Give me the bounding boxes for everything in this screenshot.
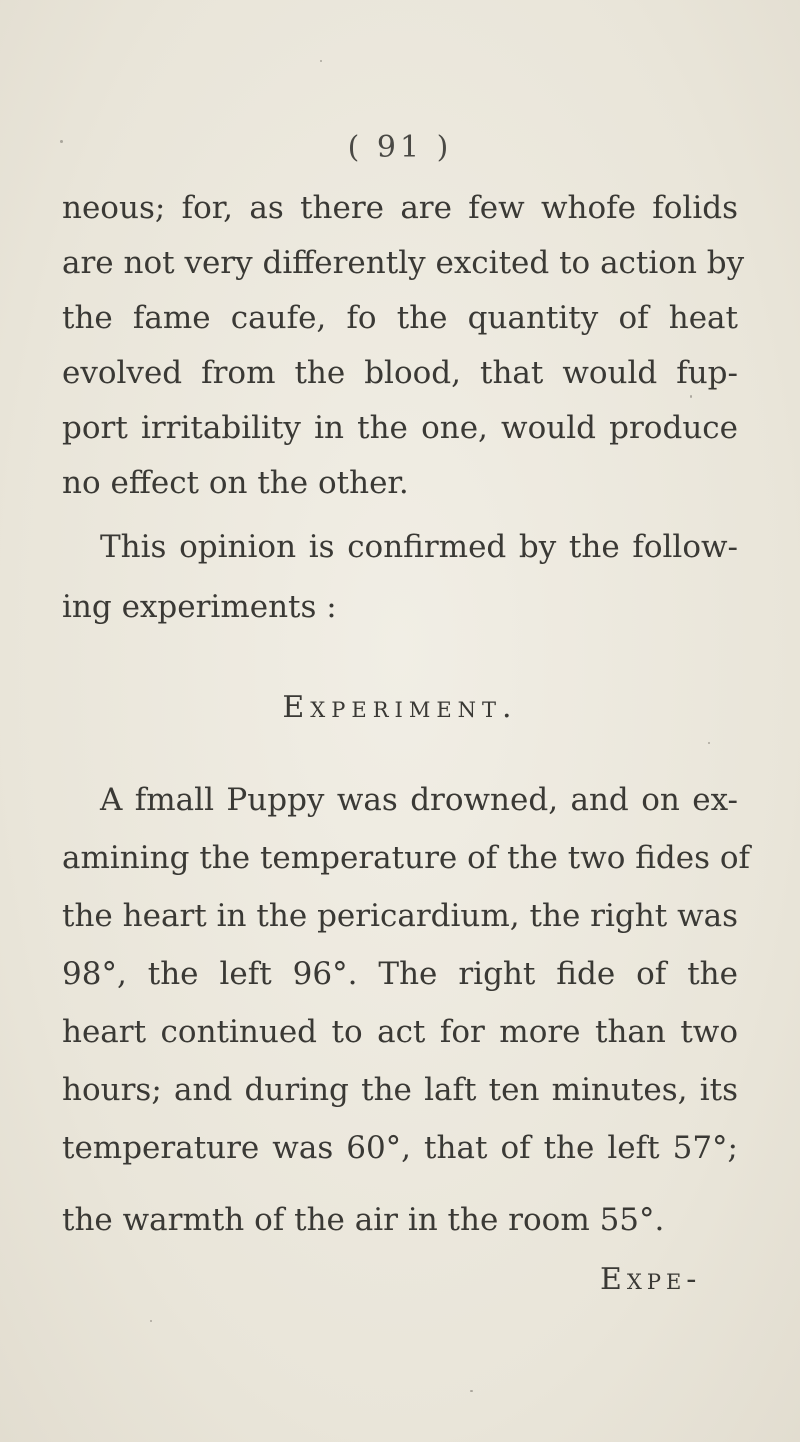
paper-speck bbox=[320, 60, 322, 62]
text-line: are not very differently excited to action by bbox=[62, 245, 745, 281]
paper-speck bbox=[708, 742, 710, 744]
text-line: This opinion is confirmed by the follow- bbox=[100, 529, 738, 565]
text-line: temperature was 60°, that of the left 57°; bbox=[62, 1130, 738, 1166]
text-line: A fmall Puppy was drowned, and on ex- bbox=[100, 782, 738, 818]
text-line: the heart in the pericardium, the right was bbox=[62, 898, 738, 934]
paper-speck bbox=[150, 1320, 152, 1322]
catchword: Expe- bbox=[600, 1262, 702, 1297]
paper-speck bbox=[470, 1390, 473, 1392]
text-line: neous; for, as there are few whofe folids bbox=[62, 190, 738, 226]
text-line: hours; and during the laft ten minutes, its bbox=[62, 1072, 738, 1108]
text-line: amining the temperature of the two fides of bbox=[62, 840, 750, 876]
section-heading: Experiment. bbox=[282, 690, 518, 725]
page-number: ( 91 ) bbox=[347, 130, 453, 165]
text-line: evolved from the blood, that would fup- bbox=[62, 355, 738, 391]
paper-speck bbox=[60, 140, 63, 143]
text-line: no effect on the other. bbox=[62, 465, 409, 501]
text-line: 98°, the left 96°. The right fide of the bbox=[62, 956, 738, 992]
text-line: heart continued to act for more than two bbox=[62, 1014, 738, 1050]
text-line: ing experiments : bbox=[62, 589, 337, 625]
paper-speck bbox=[690, 395, 692, 398]
text-line: the warmth of the air in the room 55°. bbox=[62, 1202, 665, 1238]
text-line: port irritability in the one, would produce bbox=[62, 410, 738, 446]
text-line: the fame caufe, fo the quantity of heat bbox=[62, 300, 738, 336]
